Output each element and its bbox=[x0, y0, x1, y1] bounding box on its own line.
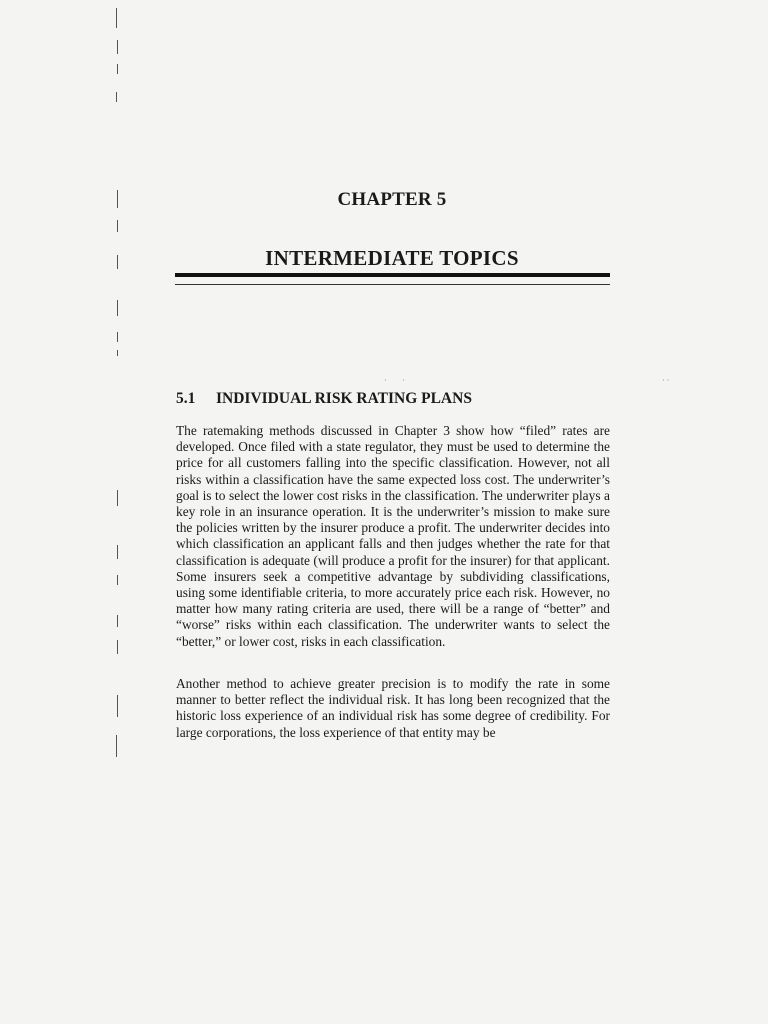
section-title: INDIVIDUAL RISK RATING PLANS bbox=[216, 390, 472, 407]
title-rule-thick bbox=[175, 273, 610, 277]
section-heading bbox=[176, 390, 472, 408]
section-number: 5.1 bbox=[176, 390, 196, 407]
scan-speck: · bbox=[384, 376, 387, 385]
scan-speck: · · bbox=[662, 376, 670, 385]
title-rule-thin bbox=[175, 284, 610, 285]
body-paragraph: Another method to achieve greater precision is to modify the rate in some manner to better reflect the individual risk. It has long been recognized that the historic loss experience of an individual risk has some degree of credibility. For large corporations, the loss experience of that entity may be bbox=[176, 676, 610, 740]
chapter-number: CHAPTER 5 bbox=[337, 189, 447, 210]
scan-speck: · bbox=[402, 376, 405, 385]
chapter-title: INTERMEDIATE TOPICS bbox=[265, 246, 519, 270]
body-paragraph: The ratemaking methods discussed in Chapter 3 show how “filed” rates are developed. Once filed with a state regulator, they must be used to determine the price for all customers falling into the specific classification. However, not all risks within a classification have the same expected loss cost. The underwriter’s goal is to select the lower cost risks in the classification. The underwriter plays a key role in an insurance operation. It is the underwriter’s mission to make sure the policies written by the insurer produce a profit. The underwriter decides into which classification an applicant falls and then judges whether the rate for that classification is adequate (will produce a profit for the insurer) for that applicant. Some insurers seek a competitive advantage by subdividing classifications, using some identifiable criteria, to more accurately price each risk. However, no matter how many rating criteria are used, there will be a range of “better” and “worse” risks within each classification. The underwriter wants to select the “better,” or lower cost, risks in each classification. bbox=[176, 423, 610, 649]
